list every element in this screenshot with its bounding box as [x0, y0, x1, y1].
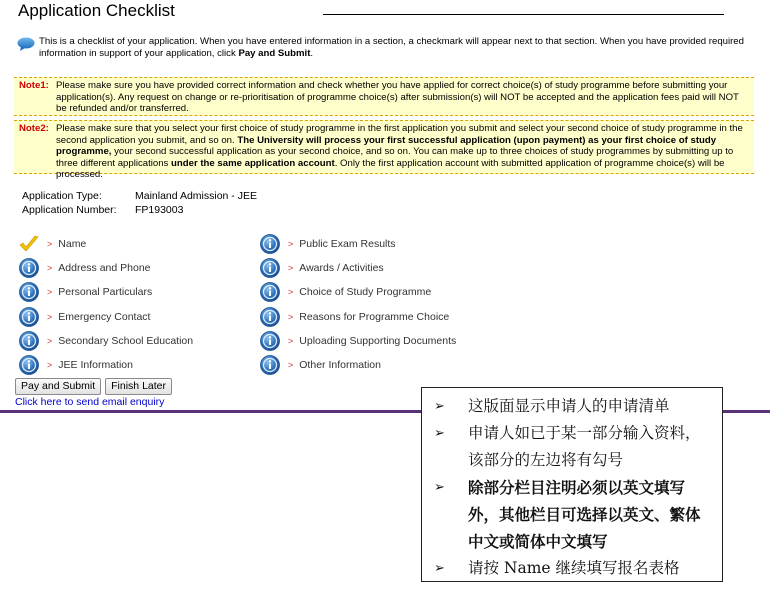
check-icon	[18, 234, 40, 254]
speech-bubble-icon	[17, 37, 35, 51]
info-icon	[18, 258, 40, 278]
info-message	[17, 36, 752, 59]
chevron-right-icon: >	[288, 311, 294, 322]
checklist-item-label[interactable]: Emergency Contact	[58, 310, 151, 323]
checklist-item[interactable]	[18, 282, 152, 302]
checklist-item-label[interactable]: Public Exam Results	[299, 238, 396, 250]
note-1-label: Note1:	[19, 80, 49, 91]
info-icon	[259, 355, 281, 375]
checklist-item-label[interactable]: Choice of Study Programme	[299, 286, 432, 299]
info-text-end: .	[310, 47, 314, 59]
chevron-right-icon: >	[47, 335, 53, 346]
pay-and-submit-button[interactable]: Pay and Submit	[15, 378, 101, 395]
info-text: This is a checklist of your application. When you have entered information in a section, a checkmark will appear next to that section. When you have provided required information in support of your application, click	[39, 36, 744, 59]
chevron-right-icon: >	[47, 239, 53, 249]
info-icon	[259, 282, 281, 302]
note-2-text-3: . Only the first application account with submitted application of programme choice(s) will be processed.	[56, 157, 725, 180]
application-type-value: Mainland Admission - JEE	[135, 190, 257, 202]
chevron-right-icon: >	[288, 335, 294, 346]
chevron-right-icon: >	[288, 287, 294, 298]
checklist-item-label[interactable]: Other Information	[299, 359, 381, 371]
checklist-item-label[interactable]: JEE Information	[58, 359, 133, 371]
checklist-item[interactable]	[259, 331, 456, 351]
page-title: Application Checklist	[18, 1, 175, 20]
checklist-item-label[interactable]: Awards / Activities	[299, 262, 384, 275]
info-icon	[259, 258, 281, 278]
application-type-label: Application Type:	[22, 190, 102, 202]
callout-item: ➢ 这版面显示申请人的申请清单	[434, 393, 714, 420]
checklist-item-label[interactable]: Name	[58, 238, 87, 250]
chevron-right-icon: >	[47, 360, 53, 370]
checklist-item[interactable]	[259, 234, 396, 254]
checklist-item-label[interactable]: Personal Particulars	[58, 286, 153, 299]
checklist-item[interactable]	[259, 258, 384, 278]
checklist-item[interactable]	[18, 234, 86, 254]
top-rule	[323, 14, 724, 15]
checklist-item-label[interactable]: Secondary School Education	[58, 334, 194, 347]
checklist-item[interactable]	[18, 307, 150, 327]
application-info	[22, 189, 257, 217]
callout-item: ➢ 申请人如已于某一部分输入资料，该部分的左边将有勾号	[434, 420, 714, 474]
chevron-right-icon: >	[288, 360, 294, 370]
note-2-bold-1: The University will process your first successful application (upon payment) as your first choice of study programme,	[56, 134, 717, 157]
checklist-item-label[interactable]: Reasons for Programme Choice	[299, 310, 450, 323]
info-icon	[259, 234, 281, 254]
chevron-right-icon: >	[47, 311, 53, 322]
info-text-bold: Pay and Submit	[238, 47, 311, 59]
annotation-callout	[421, 387, 723, 582]
note-2-text-2: your second successful application as your second choice, and so on. You can make up to three choices of study programmes by submitting up to three different applications	[56, 146, 734, 169]
checklist-item[interactable]	[18, 331, 193, 351]
info-icon	[18, 355, 40, 375]
chevron-right-icon: >	[288, 263, 294, 274]
chevron-right-icon: >	[47, 263, 53, 274]
checklist-item[interactable]	[18, 355, 133, 375]
checklist-item[interactable]	[18, 258, 151, 278]
action-buttons	[15, 378, 172, 395]
checklist-item[interactable]	[259, 307, 449, 327]
info-icon	[18, 331, 40, 351]
note-2-label: Note2:	[19, 123, 49, 134]
callout-item: ➢ 请按 Name 继续填写报名表格	[434, 555, 714, 582]
info-icon	[259, 307, 281, 327]
note-2	[14, 120, 754, 180]
application-number-value: FP193003	[135, 204, 184, 216]
note-1	[14, 77, 754, 116]
application-number-label: Application Number:	[22, 204, 117, 216]
callout-item: ➢ 除部分栏目注明必须以英文填写外，其他栏目可选择以英文、繁体中文或简体中文填写	[434, 474, 714, 555]
info-icon	[259, 331, 281, 351]
finish-later-button[interactable]: Finish Later	[105, 378, 172, 395]
chevron-right-icon: >	[47, 287, 53, 298]
note-2-bold-2: under the same application account	[171, 157, 335, 169]
email-enquiry-link[interactable]: Click here to send email enquiry	[15, 396, 165, 408]
checklist-item[interactable]	[259, 355, 381, 375]
checklist-item-label[interactable]: Address and Phone	[58, 262, 151, 275]
note-2-text-1: Please make sure that you select your first choice of study programme in the first application you submit and select your second choice of study programme in the second application you submit, and so on.	[56, 123, 743, 146]
note-1-text: Please make sure you have provided correct information and check whether you have applied for correct choice(s) of study programme before submitting your application(s). Any request on change or re-prioritisation of programme choice(s) after submission(s) will NOT be accepted and the application fees paid will NOT be refunded and/or transferred.	[56, 80, 739, 114]
chevron-right-icon: >	[288, 239, 294, 249]
note-2-text	[56, 123, 754, 180]
info-icon	[18, 307, 40, 327]
checklist-item[interactable]	[259, 282, 431, 302]
info-icon	[18, 282, 40, 302]
checklist-item-label[interactable]: Uploading Supporting Documents	[299, 334, 457, 347]
